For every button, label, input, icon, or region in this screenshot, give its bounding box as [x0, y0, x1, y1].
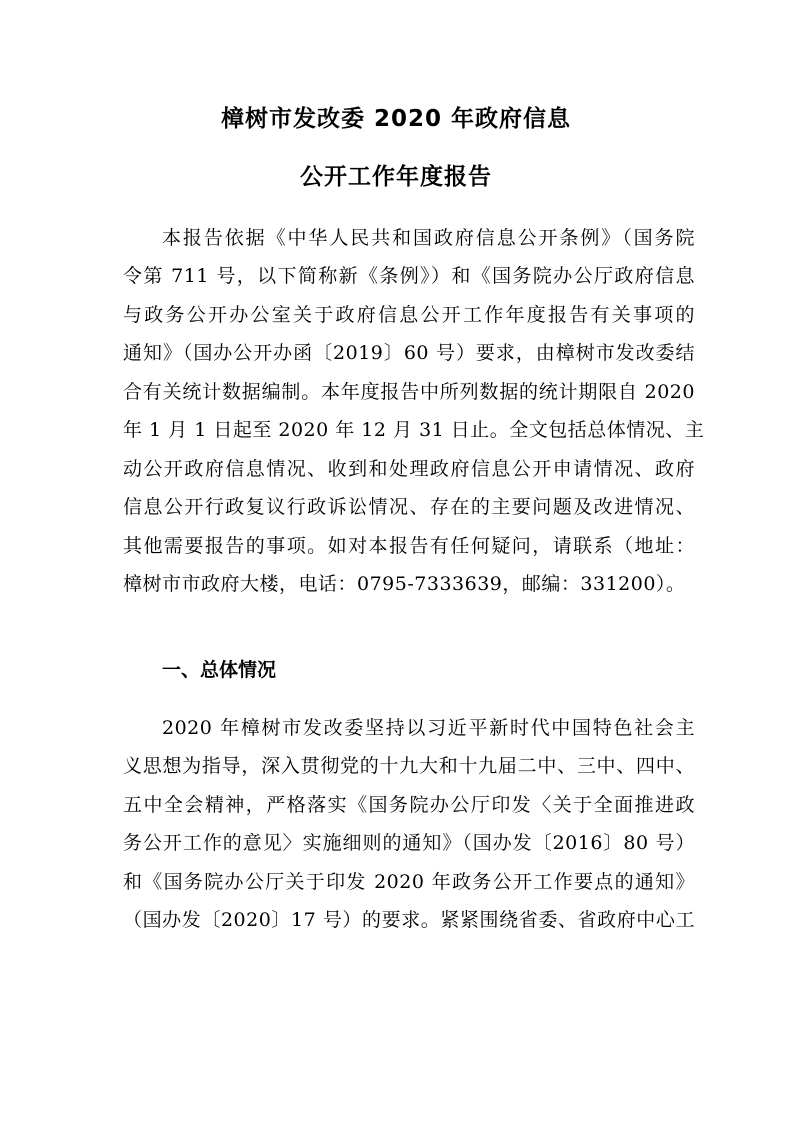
section-heading: 一、总体情况	[162, 659, 277, 681]
section-line: 五中全会精神，严格落实《国务院办公厅印发〈关于全面推进政	[123, 794, 695, 816]
intro-line: 其他需要报告的事项。如对本报告有任何疑问，请联系（地址：	[123, 535, 695, 557]
intro-line: 年 1 月 1 日起至 2020 年 12 月 31 日止。全文包括总体情况、主	[123, 419, 705, 441]
intro-line: 合有关统计数据编制。本年度报告中所列数据的统计期限自 2020	[123, 381, 695, 403]
intro-line: 樟树市市政府大楼，电话：0795-7333639，邮编：331200）。	[123, 573, 686, 595]
intro-line: 动公开政府信息情况、收到和处理政府信息公开申请情况、政府	[123, 458, 695, 480]
section-line: 义思想为指导，深入贯彻党的十九大和十九届二中、三中、四中、	[123, 755, 695, 777]
intro-line: 通知》（国办公开办函〔2019〕60 号）要求，由樟树市发改委结	[123, 342, 695, 364]
intro-line: 信息公开行政复议行政诉讼情况、存在的主要问题及改进情况、	[123, 496, 695, 518]
section-line: 和《国务院办公厅关于印发 2020 年政务公开工作要点的通知》	[123, 871, 695, 893]
section-line: （国办发〔2020〕17 号）的要求。紧紧围绕省委、省政府中心工	[123, 909, 695, 931]
intro-line: 本报告依据《中华人民共和国政府信息公开条例》（国务院	[162, 227, 695, 249]
intro-line: 与政务公开办公室关于政府信息公开工作年度报告有关事项的	[123, 304, 695, 326]
section-line: 务公开工作的意见〉实施细则的通知》（国办发〔2016〕80 号）	[123, 832, 695, 854]
report-title-line-1: 樟树市发改委 2020 年政府信息	[220, 106, 572, 132]
intro-line: 令第 711 号，以下简称新《条例》）和《国务院办公厅政府信息	[123, 265, 695, 287]
report-title-line-2: 公开工作年度报告	[300, 164, 492, 190]
section-line: 2020 年樟树市发改委坚持以习近平新时代中国特色社会主	[162, 717, 695, 739]
